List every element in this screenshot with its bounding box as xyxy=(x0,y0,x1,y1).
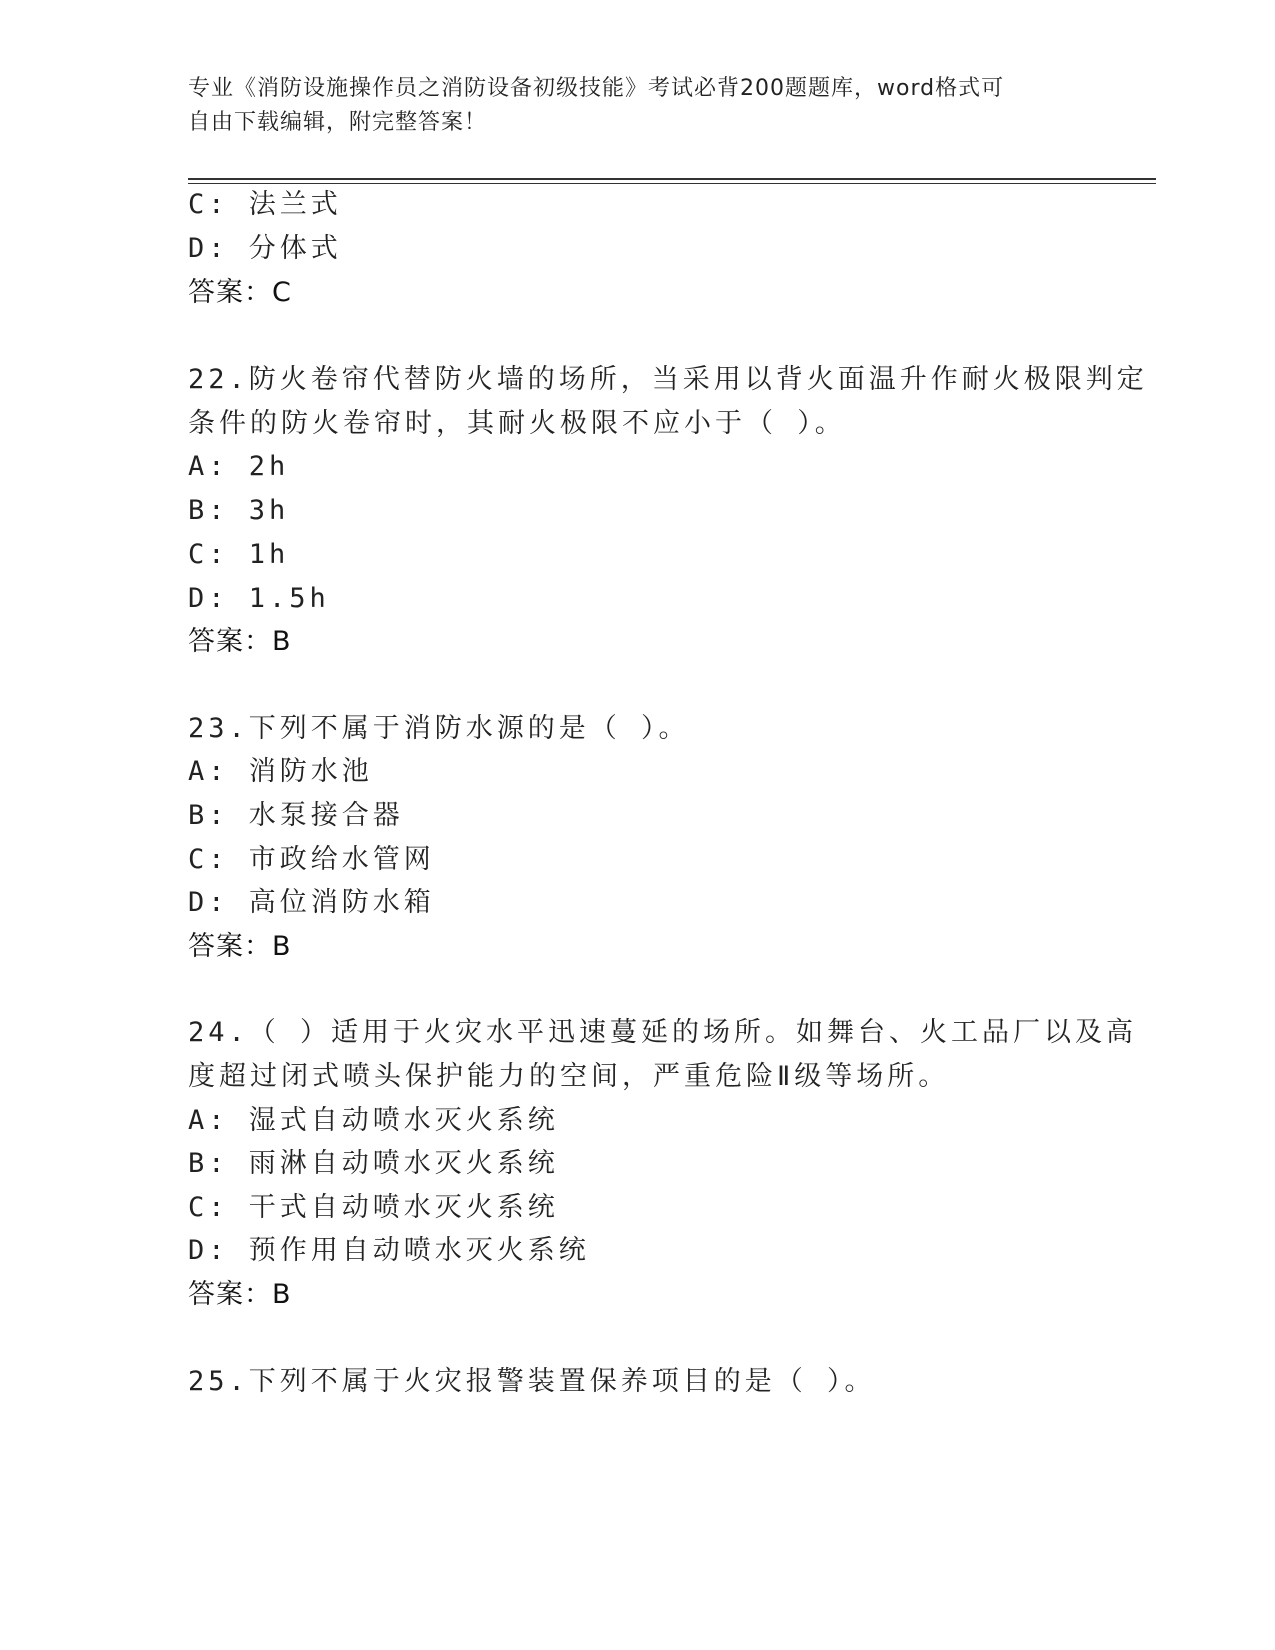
header-divider-thick xyxy=(188,178,1156,180)
q22-answer: 答案：B xyxy=(188,626,292,657)
q22-option-a: A: 2h xyxy=(188,451,290,482)
q21-option-d: D: 分体式 xyxy=(188,233,342,264)
q23-stem: 23.下列不属于消防水源的是（ ）。 xyxy=(188,713,690,744)
q21-answer: 答案：C xyxy=(188,277,292,308)
q23-option-d: D: 高位消防水箱 xyxy=(188,887,435,918)
header-divider-thin xyxy=(188,183,1156,184)
q22-option-b: B: 3h xyxy=(188,495,290,526)
q23-option-b: B: 水泵接合器 xyxy=(188,800,404,831)
q23-option-c: C: 市政给水管网 xyxy=(188,844,435,875)
q21-option-c: C: 法兰式 xyxy=(188,189,342,220)
q25-stem: 25.下列不属于火灾报警装置保养项目的是（ ）。 xyxy=(188,1366,876,1397)
q22-stem-line-2: 条件的防火卷帘时，其耐火极限不应小于（ ）。 xyxy=(188,408,846,439)
q24-stem-line-2: 度超过闭式喷头保护能力的空间，严重危险Ⅱ级等场所。 xyxy=(188,1061,950,1092)
q24-option-b: B: 雨淋自动喷水灭火系统 xyxy=(188,1148,559,1179)
q24-answer: 答案：B xyxy=(188,1279,292,1310)
q22-stem-line-1: 22.防火卷帘代替防火墙的场所，当采用以背火面温升作耐火极限判定 xyxy=(188,364,1148,395)
document-header xyxy=(188,72,1068,140)
q24-option-a: A: 湿式自动喷水灭火系统 xyxy=(188,1105,559,1136)
q23-option-a: A: 消防水池 xyxy=(188,756,373,787)
q23-answer: 答案：B xyxy=(188,931,292,962)
q22-option-c: C: 1h xyxy=(188,539,290,570)
header-title-line-2: 自由下载编辑，附完整答案！ xyxy=(188,110,488,135)
q24-option-c: C: 干式自动喷水灭火系统 xyxy=(188,1192,559,1223)
header-title-line-1: 专业《消防设施操作员之消防设备初级技能》考试必背200题题库，word格式可 xyxy=(188,76,1005,101)
q22-option-d: D: 1.5h xyxy=(188,583,330,614)
q24-stem-line-1: 24.（ ）适用于火灾水平迅速蔓延的场所。如舞台、火工品厂以及高 xyxy=(188,1017,1138,1048)
q24-option-d: D: 预作用自动喷水灭火系统 xyxy=(188,1235,590,1266)
